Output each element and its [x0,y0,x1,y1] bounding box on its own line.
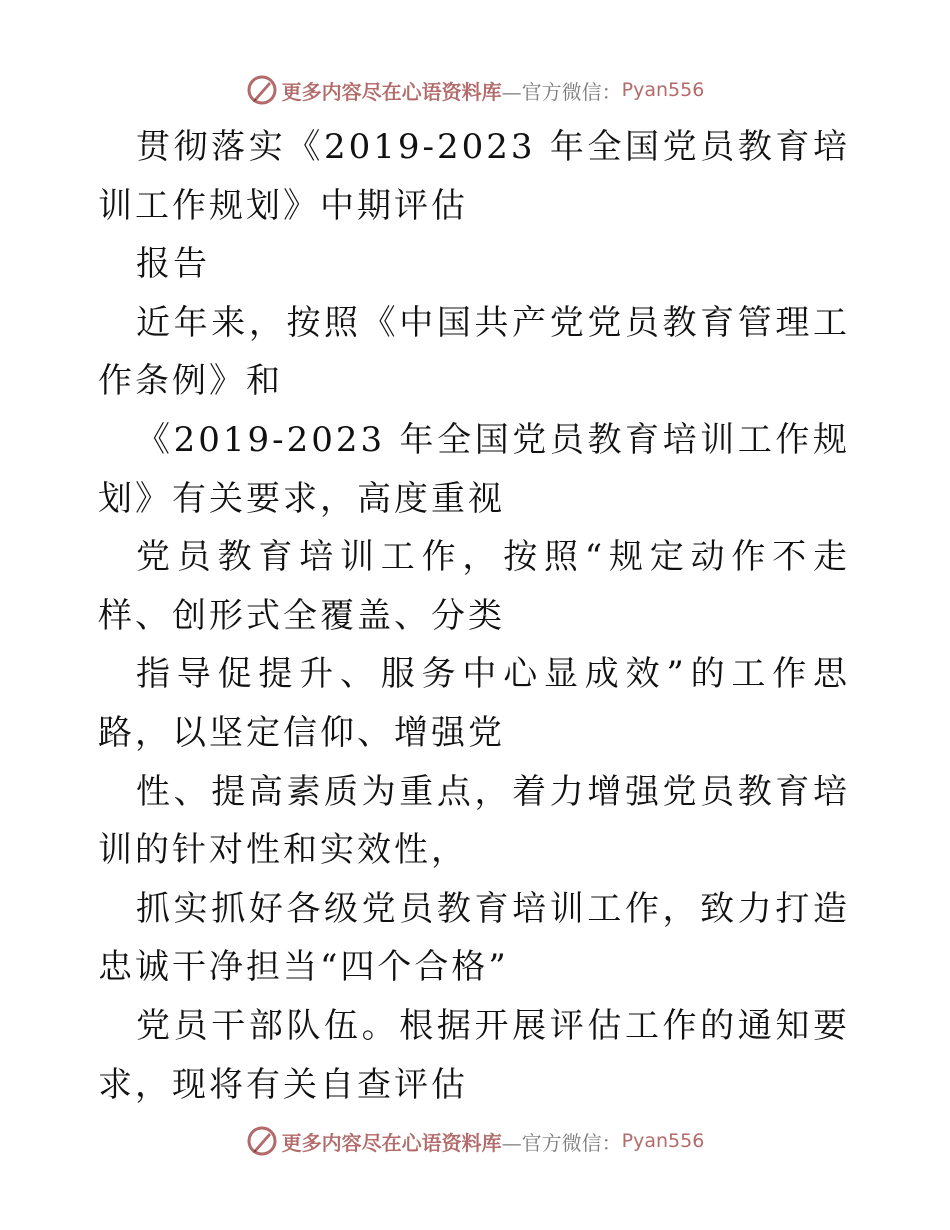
header-watermark [0,73,950,107]
quill-pen-circle-logo-icon [246,74,278,106]
doc-title-line: 贯彻落实《2019-2023 年全国党员教育培训工作规划》中期评估 [98,127,850,226]
footer-watermark [0,1124,950,1158]
body-paragraph: 近年来，按照《中国共产党党员教育管理工作条例》和 [98,302,850,402]
watermark-wechat-id: Pyan556 [621,79,705,101]
body-paragraph: 指导促提升、服务中心显成效”的工作思路，以坚定信仰、增强党 [98,654,850,753]
watermark-contact-label: —官方微信： [501,1130,622,1155]
watermark-brand-text: 更多内容尽在心语资料库 [281,79,502,104]
watermark-contact-label: —官方微信： [501,79,622,104]
body-paragraph: 《2019-2023 年全国党员教育培训工作规划》有关要求，高度重视 [98,419,850,519]
body-paragraph: 性、提高素质为重点，着力增强党员教育培训的针对性和实效性， [98,771,850,871]
document-body [98,118,850,1114]
body-paragraph: 党员教育培训工作，按照“规定动作不走样、创形式全覆盖、分类 [98,537,850,636]
watermark-wechat-id: Pyan556 [621,1130,705,1152]
watermark-brand-text: 更多内容尽在心语资料库 [281,1130,502,1155]
body-paragraph: 抓实抓好各级党员教育培训工作，致力打造忠诚干净担当“四个合格” [98,888,850,988]
doc-title-line-2: 报告 [136,244,210,285]
quill-pen-circle-logo-icon [246,1125,278,1157]
body-paragraph: 党员干部队伍。根据开展评估工作的通知要求，现将有关自查评估 [98,1005,850,1105]
